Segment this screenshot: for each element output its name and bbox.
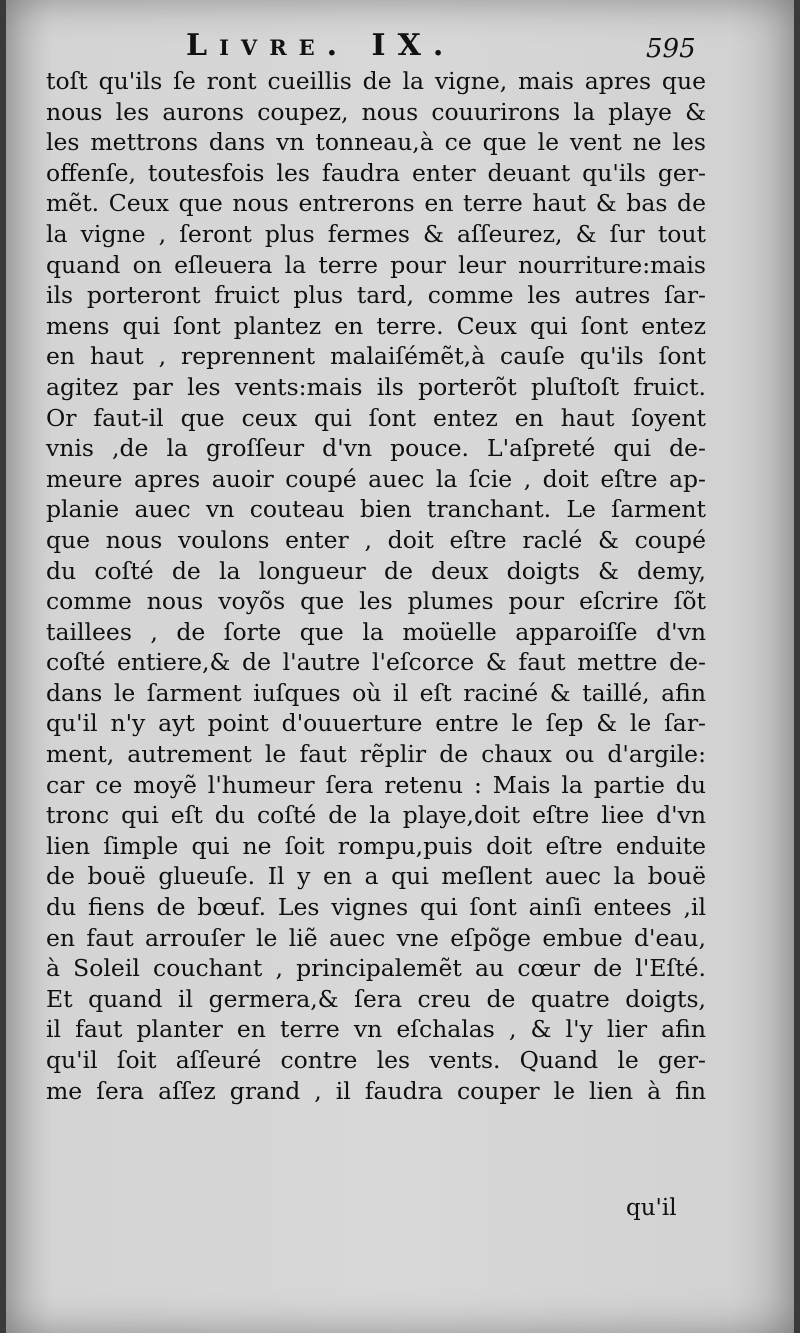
text-line: meure apres auoir coupé auec la ſcie , doit eſtre ap- [46, 464, 706, 493]
text-line: de bouë glueuſe. Il y en a qui meſlent auec la bouë [46, 862, 706, 891]
text-line: offenſe, toutesfois les faudra enter deuant qu'ils ger- [46, 158, 706, 187]
text-line: ment, autrement le faut rẽplir de chaux ou d'argile: [46, 740, 706, 769]
book-page [6, 0, 794, 1333]
text-line: Et quand il germera,& ſera creu de quatre doigts, [46, 984, 706, 1013]
text-line: tronc qui eſt du coſté de la playe,doit eſtre liee d'vn [46, 801, 706, 830]
text-line: dans le ſarment iuſques où il eſt raciné & taillé, afin [46, 678, 706, 707]
text-line: du fiens de bœuf. Les vignes qui ſont ainſi entees ,il [46, 893, 706, 922]
text-line: en faut arrouſer le liẽ auec vne eſpõge embue d'eau, [46, 923, 706, 952]
text-line: nous les aurons coupez, nous couurirons la playe & [46, 97, 706, 126]
body-text [46, 66, 706, 1106]
text-line: coſté entiere,& de l'autre l'eſcorce & faut mettre de- [46, 648, 706, 677]
text-line: mens qui ſont plantez en terre. Ceux qui ſont entez [46, 311, 706, 340]
running-title: Livre. IX. [186, 28, 456, 63]
text-line: à Soleil couchant , principalemẽt au cœur de l'Eſté. [46, 954, 706, 983]
page-number: 595 [646, 34, 696, 64]
text-line: planie auec vn couteau bien tranchant. Le ſarment [46, 495, 706, 524]
text-line: quand on eſleuera la terre pour leur nourriture:mais [46, 250, 706, 279]
text-line: que nous voulons enter , doit eſtre raclé & coupé [46, 525, 706, 554]
text-line: vnis ,de la groſſeur d'vn pouce. L'aſpreté qui de- [46, 434, 706, 463]
text-line: toſt qu'ils ſe ront cueillis de la vigne, mais apres que [46, 67, 706, 95]
text-line: il faut planter en terre vn eſchalas , & l'y lier afin [46, 1015, 706, 1044]
text-line: car ce moyẽ l'humeur ſera retenu : Mais la partie du [46, 770, 706, 799]
text-line: qu'il n'y ayt point d'ouuerture entre le ſep & le ſar- [46, 709, 706, 738]
text-line: lien ſimple qui ne ſoit rompu,puis doit eſtre enduite [46, 831, 706, 860]
text-line: la vigne , ſeront plus fermes & aſſeurez, & ſur tout [46, 219, 706, 248]
text-line: les mettrons dans vn tonneau,à ce que le vent ne les [46, 128, 706, 157]
catchword: qu'il [626, 1195, 677, 1221]
text-line: en haut , reprennent malaiſémẽt,à cauſe qu'ils ſont [46, 342, 706, 371]
text-line: du coſté de la longueur de deux doigts & demy, [46, 556, 706, 585]
text-line: qu'il ſoit aſſeuré contre les vents. Quand le ger- [46, 1046, 706, 1074]
text-line: agitez par les vents:mais ils porterõt pluſtoſt fruict. [46, 372, 706, 401]
text-line: taillees , de ſorte que la moüelle apparoiſſe d'vn [46, 617, 706, 646]
text-line: comme nous voyõs que les plumes pour eſcrire ſõt [46, 587, 706, 616]
text-line: Or faut-il que ceux qui ſont entez en haut ſoyent [46, 403, 706, 432]
text-line: mẽt. Ceux que nous entrerons en terre haut & bas de [46, 189, 706, 218]
text-line: ils porteront fruict plus tard, comme les autres ſar- [46, 281, 706, 310]
page-header [6, 28, 794, 68]
text-line: me ſera aſſez grand , il faudra couper le lien à fin [46, 1076, 706, 1105]
